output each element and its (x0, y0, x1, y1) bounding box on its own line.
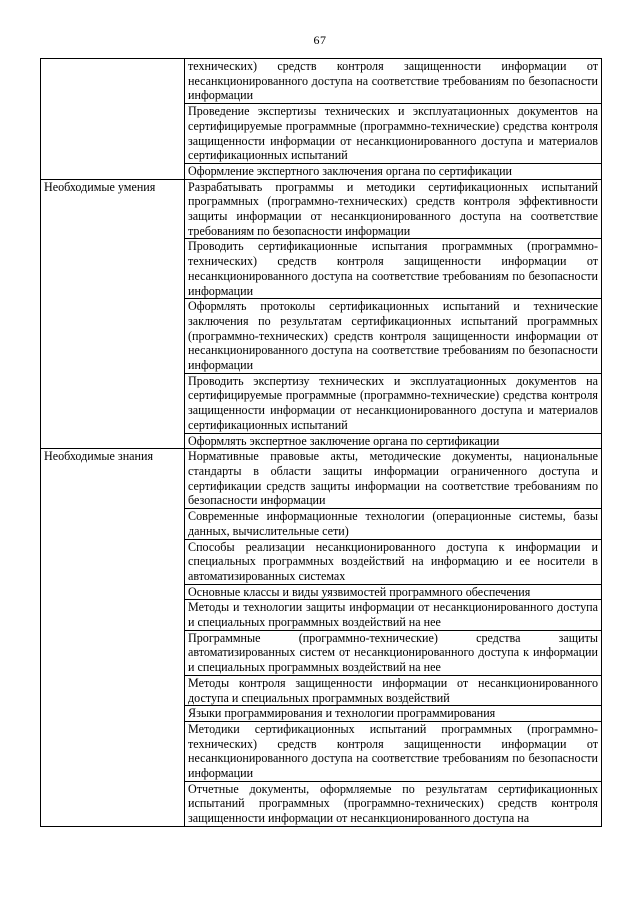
table-row (41, 179, 602, 239)
table-cell: Методы и технологии защиты информации от несанкционированного доступа и специальных программных воздействий на нее (185, 600, 602, 630)
row-label-knowledge: Необходимые знания (41, 449, 185, 827)
table-row (41, 449, 602, 509)
table-cell: Основные классы и виды уязвимостей программного обеспечения (185, 584, 602, 600)
table-cell: Методики сертификационных испытаний программных (программно-технических) средств контроля защищенности информации от несанкционированного доступа на соответствие требованиям по безопасности информации (185, 721, 602, 781)
table-cell: Оформление экспертного заключения органа по сертификации (185, 163, 602, 179)
table-cell: Программные (программно-технические) средства защиты автоматизированных систем от несанкционированного доступа к информации и специальных программных воздействий на нее (185, 630, 602, 675)
table-cell: Проведение экспертизы технических и эксплуатационных документов на сертифицируемые программные (программно-технические) средства контроля защищенности информации от несанкционированного доступа и материалов сертификационных испытаний (185, 104, 602, 164)
requirements-table (40, 58, 602, 827)
table-cell: Методы контроля защищенности информации от несанкционированного доступа и специальных программных воздействий (185, 675, 602, 705)
table-cell: Оформлять экспертное заключение органа по сертификации (185, 433, 602, 449)
table-cell: Разрабатывать программы и методики сертификационных испытаний программных (программно-технических) средств контроля эффективности защиты информации от несанкционированного доступа на соответствие требованиям по безопасности информации (185, 179, 602, 239)
row-label (41, 59, 185, 180)
table-cell: Оформлять протоколы сертификационных испытаний и технические заключения по результатам сертификационных испытаний программных (программно-технических) средств контроля защищенности информации от несанкционированного доступа на соответствие требованиям по безопасности информации (185, 299, 602, 374)
table-cell: Отчетные документы, оформляемые по результатам сертификационных испытаний программных (программно-технических) средств контроля защищенности информации от несанкционированного доступа на (185, 781, 602, 826)
table-row (41, 59, 602, 104)
table-cell: Нормативные правовые акты, методические документы, национальные стандарты в области защиты информации ограниченного доступа и сертификации средств защиты информации на соответствие требованиям по безопасности информации (185, 449, 602, 509)
page-number: 67 (313, 33, 327, 47)
table-cell: Проводить сертификационные испытания программных (программно-технических) средств контроля защищенности информации от несанкционированного доступа на соответствие требованиям по безопасности информации (185, 239, 602, 299)
table-cell: Языки программирования и технологии программирования (185, 706, 602, 722)
table-cell: Способы реализации несанкционированного доступа к информации и специальных программных воздействий на информацию и ее носители в автоматизированных системах (185, 539, 602, 584)
row-label-skills: Необходимые умения (41, 179, 185, 449)
table-cell: технических) средств контроля защищенности информации от несанкционированного доступа на соответствие требованиям по безопасности информации (185, 59, 602, 104)
table-cell: Современные информационные технологии (операционные системы, базы данных, вычислительные сети) (185, 509, 602, 539)
table-cell: Проводить экспертизу технических и эксплуатационных документов на сертифицируемые программные (программно-технические) средства контроля защищенности информации от несанкционированного доступа и материалов сертификационных испытаний (185, 373, 602, 433)
